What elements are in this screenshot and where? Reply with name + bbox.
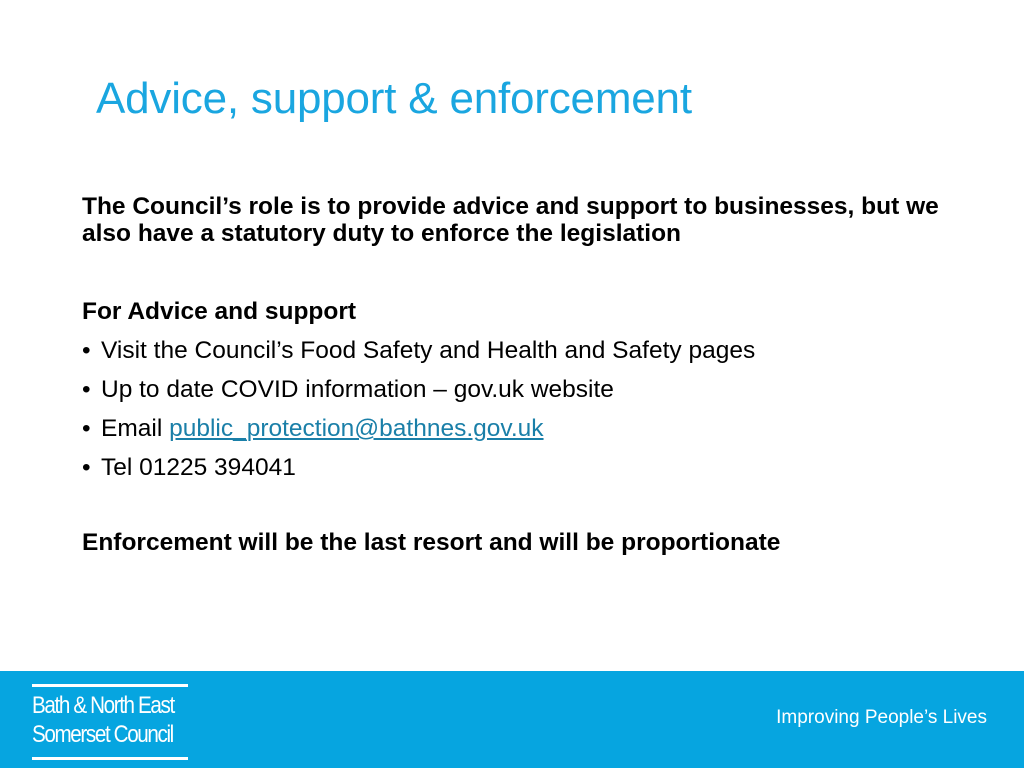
logo-text-line-2: Somerset Council xyxy=(32,721,173,748)
bullet-icon: • xyxy=(82,337,91,364)
list-item-food-safety xyxy=(82,331,942,370)
advice-list xyxy=(82,331,942,487)
list-item-text: Up to date COVID information – gov.uk website xyxy=(101,376,614,403)
slide-content xyxy=(82,193,942,558)
bullet-icon: • xyxy=(82,415,91,442)
logo-top-rule xyxy=(32,684,188,687)
council-logo xyxy=(32,684,188,760)
slide-title: Advice, support & enforcement xyxy=(96,74,692,123)
email-prefix: Email xyxy=(101,415,170,442)
footer-tagline: Improving People’s Lives xyxy=(776,707,987,728)
list-item-text: Tel 01225 394041 xyxy=(101,454,296,481)
bullet-icon: • xyxy=(82,454,91,481)
advice-heading: For Advice and support xyxy=(82,298,357,325)
list-item-email xyxy=(82,409,942,448)
list-item-telephone xyxy=(82,448,942,487)
logo-bottom-rule xyxy=(32,757,188,760)
logo-text-line-1: Bath & North East xyxy=(32,692,174,719)
list-item-text: Visit the Council’s Food Safety and Health and Safety pages xyxy=(101,337,756,364)
list-item-covid-info xyxy=(82,370,942,409)
email-link[interactable]: public_protection@bathnes.gov.uk xyxy=(169,415,544,442)
footer-band xyxy=(0,671,1024,768)
bullet-icon: • xyxy=(82,376,91,403)
intro-paragraph: The Council’s role is to provide advice and support to businesses, but we also have a statutory duty to enforce the legislation xyxy=(82,193,939,247)
closing-statement: Enforcement will be the last resort and will be proportionate xyxy=(82,529,781,556)
